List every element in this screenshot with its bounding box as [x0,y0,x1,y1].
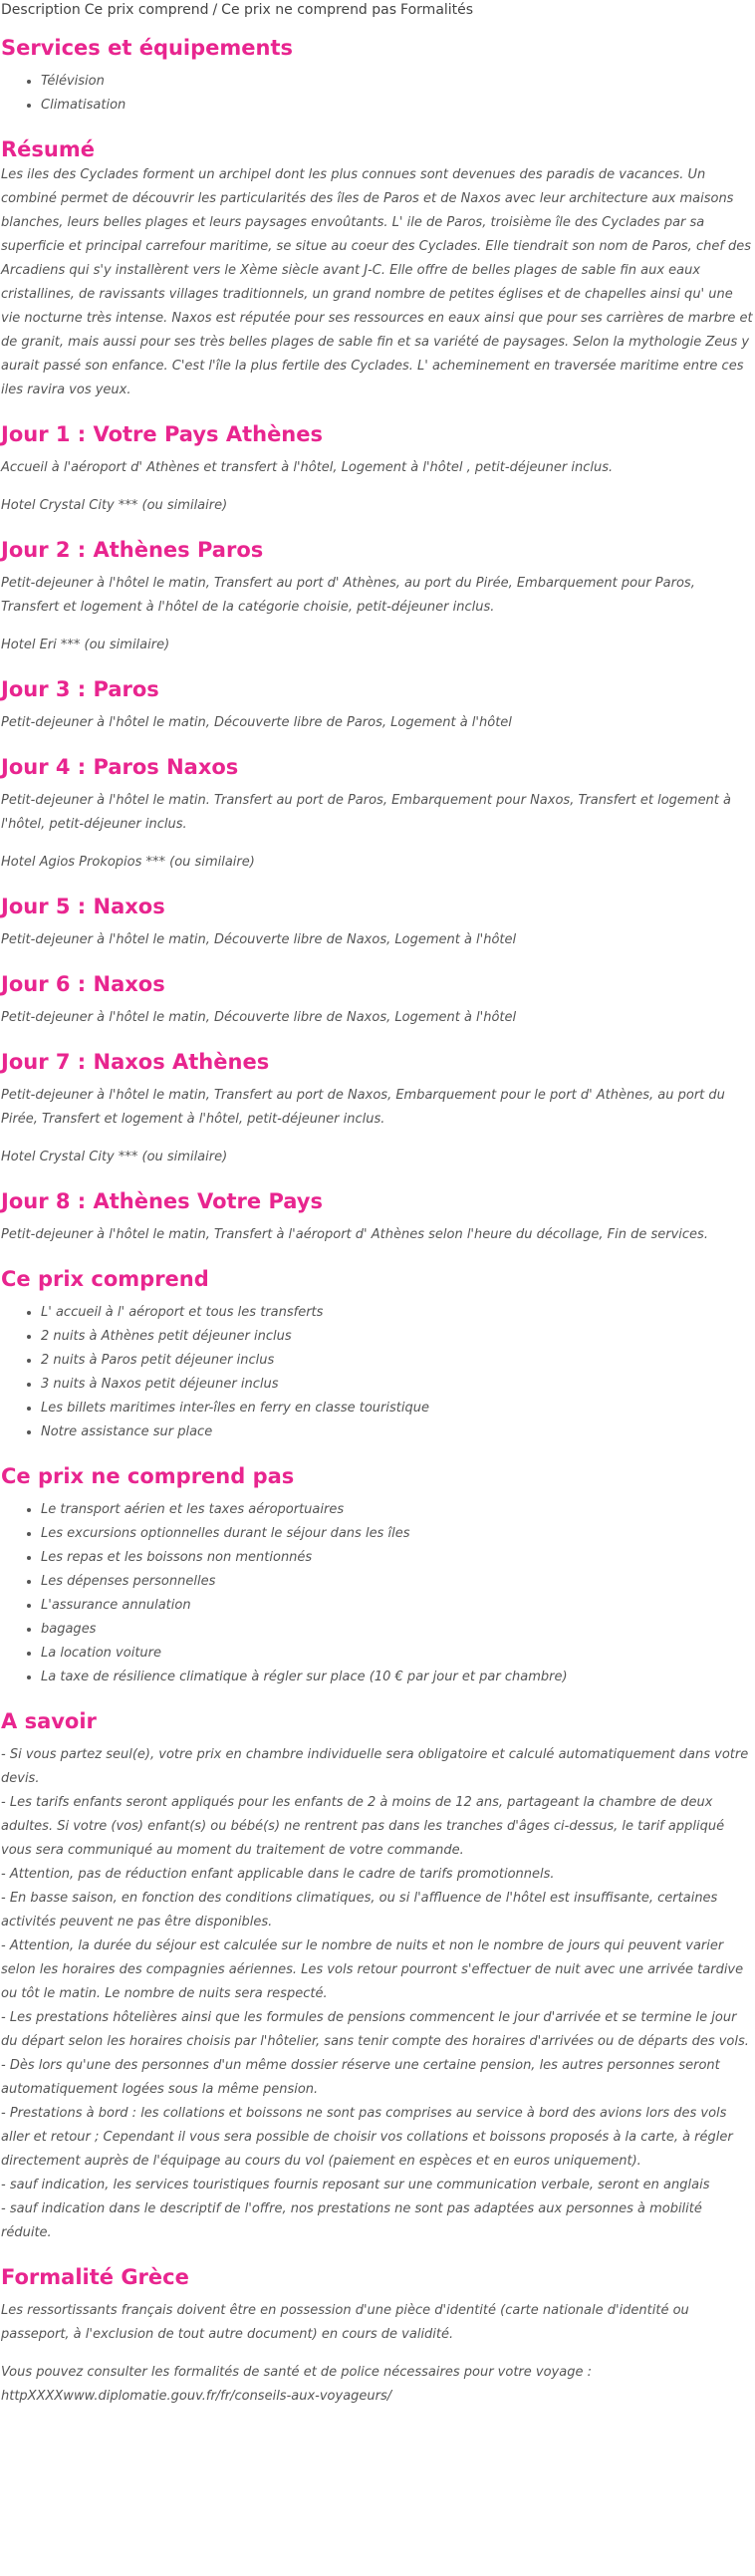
day-hotel: Hotel Agios Prokopios *** (ou similaire) [1,855,255,870]
a-savoir-line: - Dès lors qu'une des personnes d'un même dossier réserve une certaine pension, les autres personnes seront automatiquement logées sous la même pension. [1,2058,720,2097]
list-item: • Notre assistance sur place [41,1420,754,1444]
tab-formalites[interactable]: Formalités [400,2,474,18]
day-text: Petit-dejeuner à l'hôtel le matin, Transfert à l'aéroport d' Athènes selon l'heure du décollage, Fin de services. [1,1227,708,1242]
list-item: • Télévision [41,70,754,94]
day-text: Petit-dejeuner à l'hôtel le matin, Découverte libre de Paros, Logement à l'hôtel [1,715,512,730]
a-savoir-line: - Les prestations hôtelières ainsi que les formules de pensions commencent le jour d'arrivée et se termine le jour du départ selon les horaires choisis par l'hôtelier, sans tenir compte des horaires d'arrivées ou de départs des vols. [1,2010,749,2049]
day-title: Jour 1 : Votre Pays Athènes [1,422,323,446]
day-title: Jour 8 : Athènes Votre Pays [1,1189,323,1213]
formalite-consult: Vous pouvez consulter les formalités de santé et de police nécessaires pour votre voyage : [1,2365,592,2380]
list-item: • Les excursions optionnelles durant le séjour dans les îles [41,1522,754,1546]
tab-ce-prix-comprend[interactable]: Ce prix comprend [84,2,209,18]
comprend-section [1,1265,754,1444]
a-savoir-line: - Attention, pas de réduction enfant applicable dans le cadre de tarifs promotionnels. [1,1867,555,1882]
resume-text: Les iles des Cyclades forment un archipel dont les plus connues sont devenues des paradis de vacances. Un combiné permet de découvrir les particularités des îles de Paros et de Naxos avec leur architecture aux maisons blanches, leurs belles plages et leurs paysages envoûtants. L' ile de Paros, troisième île des Cyclades par sa superficie et principal carrefour maritime, se situe au coeur des Cyclades. Elle tiendrait son nom de Paros, chef des Arcadiens qui s'y installèrent vers le Xème siècle avant J-C. Elle offre de belles plages de sable fin aux eaux cristallines, de ravissants villages traditionnels, un grand nombre de petites églises et de chapelles ainsi qu' une vie nocturne très intense. Naxos est réputée pour ses ressources en eaux ainsi que pour ses carrières de marbre et de granit, mais aussi pour ses très belles plages de sable fin et sa variété de paysages. Selon la mythologie Zeus y aurait passé son enfance. C'est l'île la plus fertile des Cyclades. L' acheminement en traversée maritime entre ces iles ravira vos yeux. [1,167,753,397]
services-list [1,70,754,118]
comprend-list [1,1301,754,1444]
tab-description[interactable]: Description [1,2,81,18]
services-title: Services et équipements [1,36,294,60]
day-4-section [1,753,754,875]
day-text: Petit-dejeuner à l'hôtel le matin. Transfert au port de Paros, Embarquement pour Naxos, Transfert et logement à l'hôtel, petit-déjeuner inclus. [1,793,731,832]
ne-comprend-section [1,1462,754,1689]
list-item: • La location voiture [41,1642,754,1666]
a-savoir-line: - Attention, la durée du séjour est calculée sur le nombre de nuits et non le nombre de jours qui peuvent varier selon les horaires des compagnies aériennes. Les vols retour pourront s'effectuer de nuit avec une arrivée tardive ou tôt le matin. Le nombre de nuits sera respecté. [1,1938,744,2001]
list-item: • 3 nuits à Naxos petit déjeuner inclus [41,1373,754,1397]
day-8-section [1,1187,754,1247]
day-text: Petit-dejeuner à l'hôtel le matin, Transfert au port d' Athènes, au port du Pirée, Embarquement pour Paros, Transfert et logement à l'hôtel de la catégorie choisie, petit-déjeuner inclus. [1,576,695,615]
day-text: Petit-dejeuner à l'hôtel le matin, Transfert au port de Naxos, Embarquement pour le port d' Athènes, au port du Pirée, Transfert et logement à l'hôtel, petit-déjeuner inclus. [1,1088,725,1127]
day-hotel: Hotel Crystal City *** (ou similaire) [1,498,228,513]
list-item: • 2 nuits à Paros petit déjeuner inclus [41,1349,754,1373]
list-item: • bagages [41,1618,754,1642]
formalite-text: Les ressortissants français doivent être en possession d'une pièce d'identité (carte nationale d'identité ou passeport, à l'exclusion de tout autre document) en cours de validité. [1,2303,689,2342]
day-text: Petit-dejeuner à l'hôtel le matin, Découverte libre de Naxos, Logement à l'hôtel [1,1010,517,1025]
a-savoir-section [1,1707,754,2245]
tab-separator: / [212,2,218,18]
a-savoir-title: A savoir [1,1709,97,1733]
resume-section [1,135,754,402]
list-item: • La taxe de résilience climatique à régler sur place (10 € par jour et par chambre) [41,1666,754,1689]
comprend-title: Ce prix comprend [1,1267,209,1291]
a-savoir-line: - Prestations à bord : les collations et boissons ne sont pas comprises au service à bord des avions lors des vols aller et retour ; Cependant il vous sera possible de choisir vos collations et boissons proposés à la carte, à régler directement auprès de l'équipage au cours du vol (paiement en espèces et en euros uniquement). [1,2106,733,2169]
day-1-section [1,420,754,518]
day-text: Accueil à l'aéroport d' Athènes et transfert à l'hôtel, Logement à l'hôtel , petit-déjeuner inclus. [1,460,614,475]
day-title: Jour 2 : Athènes Paros [1,538,264,562]
day-3-section [1,675,754,735]
list-item: • Climatisation [41,94,754,118]
tab-bar [1,0,754,20]
ne-comprend-list [1,1498,754,1689]
list-item: • Les dépenses personnelles [41,1570,754,1594]
day-text: Petit-dejeuner à l'hôtel le matin, Découverte libre de Naxos, Logement à l'hôtel [1,932,517,947]
a-savoir-line: - sauf indication dans le descriptif de l'offre, nos prestations ne sont pas adaptées aux personnes à mobilité réduite. [1,2201,702,2240]
tab-ce-prix-ne-comprend-pas[interactable]: Ce prix ne comprend pas [221,2,397,18]
day-2-section [1,536,754,657]
list-item: • L' accueil à l' aéroport et tous les transferts [41,1301,754,1325]
resume-title: Résumé [1,137,95,161]
day-5-section [1,893,754,952]
ne-comprend-title: Ce prix ne comprend pas [1,1464,295,1488]
day-hotel: Hotel Eri *** (ou similaire) [1,638,170,652]
formalite-title: Formalité Grèce [1,2265,189,2289]
a-savoir-line: - sauf indication, les services touristiques fournis reposant sur une communication verbale, seront en anglais [1,2178,710,2192]
day-title: Jour 5 : Naxos [1,895,165,918]
services-section [1,34,754,118]
formalite-section [1,2263,754,2409]
list-item: • Le transport aérien et les taxes aéroportuaires [41,1498,754,1522]
day-title: Jour 6 : Naxos [1,972,165,996]
list-item: • 2 nuits à Athènes petit déjeuner inclus [41,1325,754,1349]
a-savoir-line: - Si vous partez seul(e), votre prix en chambre individuelle sera obligatoire et calculé automatiquement dans votre devis. [1,1747,749,1786]
a-savoir-line: - Les tarifs enfants seront appliqués pour les enfants de 2 à moins de 12 ans, partageant la chambre de deux adultes. Si votre (vos) enfant(s) ou bébé(s) ne rentrent pas dans les tranches d'âges ci-dessus, le tarif appliqué vous sera communiqué au moment du traitement de votre commande. [1,1795,725,1858]
formalite-link[interactable]: httpXXXXwww.diplomatie.gouv.fr/fr/conseils-aux-voyageurs/ [1,2389,392,2404]
day-title: Jour 4 : Paros Naxos [1,755,239,779]
day-hotel: Hotel Crystal City *** (ou similaire) [1,1150,228,1164]
day-7-section [1,1048,754,1169]
list-item: • Les billets maritimes inter-îles en ferry en classe touristique [41,1397,754,1420]
list-item: • L'assurance annulation [41,1594,754,1618]
day-6-section [1,970,754,1030]
day-title: Jour 7 : Naxos Athènes [1,1050,270,1074]
a-savoir-line: - En basse saison, en fonction des conditions climatiques, ou si l'affluence de l'hôtel est insuffisante, certaines activités peuvent ne pas être disponibles. [1,1891,718,1930]
list-item: • Les repas et les boissons non mentionnés [41,1546,754,1570]
day-title: Jour 3 : Paros [1,677,159,701]
